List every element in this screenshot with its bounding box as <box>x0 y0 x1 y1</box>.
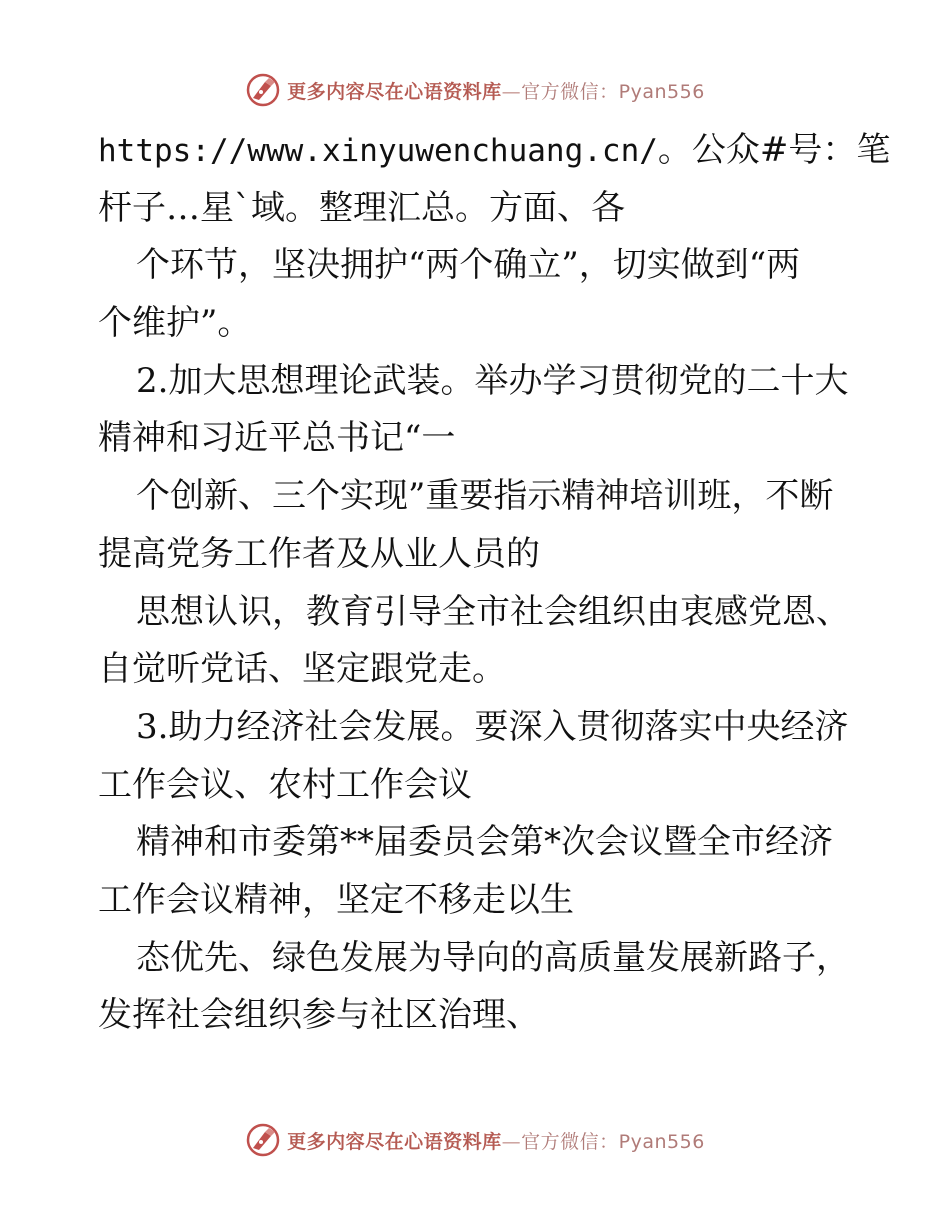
header-watermark <box>0 70 950 110</box>
body-line: 自觉听党话、坚定跟党走。 <box>98 649 506 690</box>
body-line: 杆子…星`域。整理汇总。方面、各 <box>98 187 625 228</box>
pen-nib-logo-icon <box>245 72 281 108</box>
body-line: 态优先、绿色发展为导向的高质量发展新路子， <box>136 937 850 978</box>
section-heading-line: 2.加大思想理论武装。举办学习贯彻党的二十大 <box>136 360 849 401</box>
url-line-rest: 。公众#号：笔 <box>657 130 891 170</box>
pen-nib-logo-icon <box>245 1122 281 1158</box>
url-text: https://www.xinyuwenchuang.cn/ <box>98 133 658 169</box>
watermark-text: 更多内容尽在心语资料库—官方微信：Pyan556 <box>287 80 705 103</box>
section-heading-line: 3.助力经济社会发展。要深入贯彻落实中央经济 <box>136 706 849 747</box>
body-line: 提高党务工作者及从业人员的 <box>98 533 540 574</box>
body-line: 工作会议、农村工作会议 <box>98 764 472 805</box>
watermark-text: 更多内容尽在心语资料库—官方微信：Pyan556 <box>287 1130 705 1153</box>
footer-watermark <box>0 1120 950 1160</box>
body-line: 精神和市委第**届委员会第*次会议暨全市经济 <box>136 822 833 863</box>
body-line: 思想认识，教育引导全市社会组织由衷感党恩、 <box>136 591 850 632</box>
body-line <box>98 122 891 180</box>
document-body <box>98 122 891 1045</box>
body-line: 发挥社会组织参与社区治理、 <box>98 995 540 1036</box>
body-line: 精神和习近平总书记“一 <box>98 418 456 459</box>
body-line: 个环节，坚决拥护“两个确立”，切实做到“两 <box>136 245 801 286</box>
body-line: 个维护”。 <box>98 303 252 344</box>
body-line: 工作会议精神，坚定不移走以生 <box>98 879 574 920</box>
body-line: 个创新、三个实现”重要指示精神培训班，不断 <box>136 476 834 517</box>
